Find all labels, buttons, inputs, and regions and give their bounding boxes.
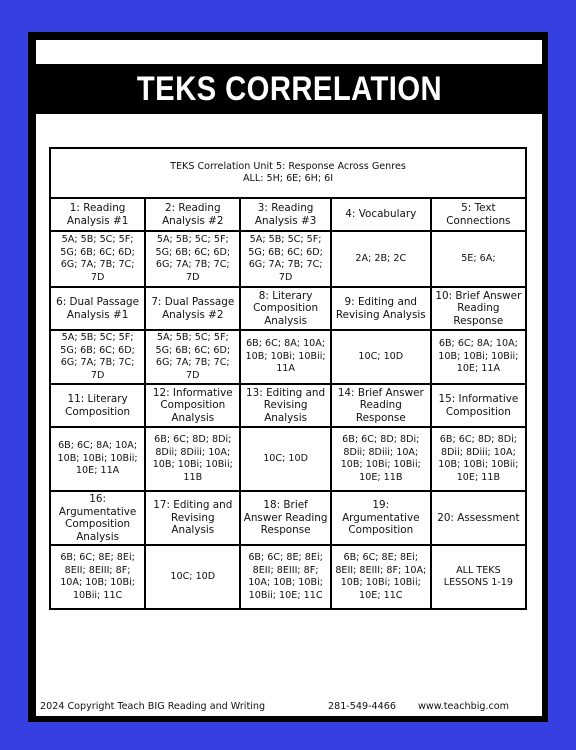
lesson-header: 1: Reading Analysis #1 — [50, 198, 145, 231]
lesson-header: 13: Editing and Revising Analysis — [240, 384, 330, 427]
lesson-header: 8: Literary Composition Analysis — [240, 287, 330, 330]
lesson-header: 5: Text Connections — [431, 198, 526, 231]
lesson-header: 7: Dual Passage Analysis #2 — [145, 287, 240, 330]
teks-cell: 10C; 10D — [331, 330, 431, 384]
teks-cell: 6B; 6C; 8E; 8Ei; 8EII; 8EIII; 8F; 10A; 10B; 10Bi; 10Bii; 10E; 11C — [240, 545, 330, 609]
table-title-line2: ALL: 5H; 6E; 6H; 6I — [242, 173, 334, 184]
teks-cell: 10C; 10D — [240, 427, 330, 491]
lesson-header: 11: Literary Composition — [50, 384, 145, 427]
teks-cell: 6B; 6C; 8E; 8Ei; 8EII; 8EIII; 8F; 10A; 10B; 10Bi; 10Bii; 10E; 11C — [331, 545, 431, 609]
lesson-header: 6: Dual Passage Analysis #1 — [50, 287, 145, 330]
table-title-line1: TEKS Correlation Unit 5: Response Across Genres — [170, 160, 406, 172]
footer — [40, 701, 540, 717]
lesson-header: 17: Editing and Revising Analysis — [145, 491, 240, 545]
lesson-header: 4: Vocabulary — [331, 198, 431, 231]
teks-cell: 6B; 6C; 8A; 10A; 10B; 10Bi; 10Bii; 10E; 11A — [50, 427, 145, 491]
lesson-header: 19: Argumentative Composition — [331, 491, 431, 545]
teks-cell: 5A; 5B; 5C; 5F; 5G; 6B; 6C; 6D; 6G; 7A; 7B; 7C; 7D — [50, 330, 145, 384]
teks-cell: 5E; 6A; — [431, 231, 526, 287]
teks-cell: 6B; 6C; 8E; 8Ei; 8EII; 8EIII; 8F; 10A; 10B; 10Bi; 10Bii; 11C — [50, 545, 145, 609]
lesson-header: 10: Brief Answer Reading Response — [431, 287, 526, 330]
teks-cell: ALL TEKS LESSONS 1-19 — [431, 545, 526, 609]
teks-cell: 5A; 5B; 5C; 5F; 5G; 6B; 6C; 6D; 6G; 7A; 7B; 7C; 7D — [50, 231, 145, 287]
banner-title: TEKS CORRELATION — [136, 69, 442, 108]
footer-website[interactable]: www.teachbig.com — [418, 701, 509, 712]
footer-phone: 281-549-4466 — [328, 701, 396, 712]
lesson-header: 15: Informative Composition — [431, 384, 526, 427]
teks-cell: 6B; 6C; 8A; 10A; 10B; 10Bi; 10Bii; 10E; 11A — [431, 330, 526, 384]
teks-cell: 5A; 5B; 5C; 5F; 5G; 6B; 6C; 6D; 6G; 7A; 7B; 7C; 7D — [145, 231, 240, 287]
table-title — [50, 148, 526, 198]
teks-cell: 6B; 6C; 8A; 10A; 10B; 10Bi; 10Bii; 11A — [240, 330, 330, 384]
lesson-header: 20: Assessment — [431, 491, 526, 545]
teks-table — [49, 147, 527, 610]
footer-copyright: 2024 Copyright Teach BIG Reading and Writing — [40, 701, 266, 712]
teks-cell: 6B; 6C; 8D; 8Di; 8Dii; 8Diii; 10A; 10B; 10Bi; 10Bii; 10E; 11B — [331, 427, 431, 491]
lesson-header: 9: Editing and Revising Analysis — [331, 287, 431, 330]
teks-cell: 6B; 6C; 8D; 8Di; 8Dii; 8Diii; 10A; 10B; 10Bi; 10Bii; 11B — [145, 427, 240, 491]
teks-cell: 5A; 5B; 5C; 5F; 5G; 6B; 6C; 6D; 6G; 7A; 7B; 7C; 7D — [145, 330, 240, 384]
teks-cell: 2A; 2B; 2C — [331, 231, 431, 287]
lesson-header: 14: Brief Answer Reading Response — [331, 384, 431, 427]
lesson-header: 3: Reading Analysis #3 — [240, 198, 330, 231]
lesson-header: 18: Brief Answer Reading Response — [240, 491, 330, 545]
teks-cell: 5A; 5B; 5C; 5F; 5G; 6B; 6C; 6D; 6G; 7A; 7B; 7C; 7D — [240, 231, 330, 287]
teks-cell: 6B; 6C; 8D; 8Di; 8Dii; 8Diii; 10A; 10B; 10Bi; 10Bii; 10E; 11B — [431, 427, 526, 491]
teks-cell: 10C; 10D — [145, 545, 240, 609]
lesson-header: 2: Reading Analysis #2 — [145, 198, 240, 231]
lesson-header: 12: Informative Composition Analysis — [145, 384, 240, 427]
banner — [36, 64, 542, 114]
lesson-header: 16: Argumentative Composition Analysis — [50, 491, 145, 545]
